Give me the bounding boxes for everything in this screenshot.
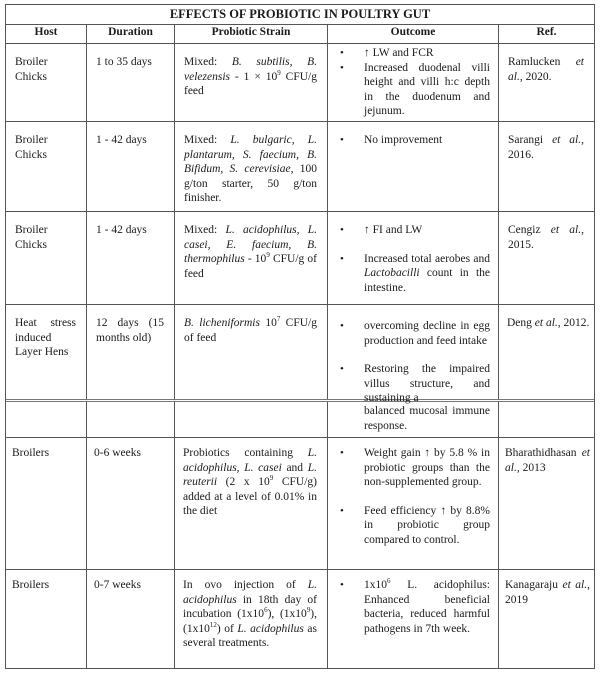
header-duration: Duration (87, 25, 175, 43)
host-cell: Broiler Chicks (6, 212, 87, 304)
ref-etal: et al. (505, 447, 590, 474)
strain-text: - 10 (244, 253, 267, 265)
strain-cell (175, 44, 328, 121)
strain-exponent: 7 (276, 315, 281, 323)
strain-exponent: 9 (277, 68, 281, 77)
strain-species: L. acidophilus, L. casei, E. faecium, B. thermophilus (184, 224, 317, 265)
outcome-item: • ↑ LW and FCR (336, 46, 490, 61)
ref-cell (499, 122, 594, 211)
strain-cell (175, 122, 328, 211)
outcome-item: • Increased duodenal villi height and villi h:c depth in the duodenum and jejunum. (336, 61, 490, 119)
outcome-item: • No improvement (336, 133, 490, 148)
probiotic-effects-table (5, 4, 595, 669)
outcome-cell (328, 44, 499, 121)
strain-cell (175, 438, 328, 569)
strain-text: 10 (259, 317, 277, 329)
duration-cell: 1 to 35 days (87, 44, 175, 121)
strain-text: CFU/g of feed (184, 253, 317, 280)
outcome-continuation: balanced mucosal immune response. (328, 402, 499, 437)
outcome-cell (328, 212, 499, 304)
ref-year: , 2015. (508, 224, 585, 251)
table-row (6, 438, 594, 570)
outcome-item: • Weight gain ↑ by 5.8 % in probiotic groups than the non-supplemented group. (336, 446, 490, 490)
strain-cell (175, 212, 328, 304)
ref-cell (499, 570, 594, 668)
strain-species: L. acidophilus, L. casei (183, 447, 317, 474)
outcome-item: • ↑ FI and LW (336, 223, 490, 238)
ref-year: , 2016. (508, 134, 584, 161)
strain-text: CFU/g) added at a level of 0.01% in the diet (183, 476, 317, 517)
duration-cell: 12 days (15 months old) (87, 305, 175, 399)
ref-author: Sarangi (508, 134, 553, 146)
strain-species: B. subtilis, B. velezensis (184, 56, 317, 83)
ref-cell (499, 305, 594, 399)
strain-text: as several treatments. (183, 622, 317, 649)
outcome-cell (328, 570, 499, 668)
strain-text: ) of (216, 622, 238, 635)
duration-cell: 1 - 42 days (87, 212, 175, 304)
host-cell: Broilers (6, 438, 87, 569)
header-host: Host (6, 25, 87, 43)
outcome-item: • Restoring the impaired villus structure, and sustaining a (336, 362, 490, 406)
duration-cell: 0-6 weeks (87, 438, 175, 569)
outcome-cell (328, 438, 499, 569)
strain-exponent: 12 (209, 620, 217, 629)
host-cell: Broilers (6, 570, 87, 668)
outcome-item (336, 252, 490, 296)
strain-text: Mixed: (184, 224, 226, 236)
table-row-continuation (6, 402, 594, 438)
ref-author: Bharathidhasan (505, 447, 582, 459)
outcome-text: L. acidophilus: Enhanced beneficial bacteria, reduced harmful pathogens in 7th week. (364, 579, 490, 635)
strain-species: L. reuterii (183, 461, 317, 488)
ref-etal: et al. (552, 134, 582, 146)
ref-author: Ramlucken (508, 56, 576, 68)
header-ref: Ref. (536, 26, 557, 38)
strain-text: Mixed: (184, 56, 232, 68)
header-probiotic-strain: Probiotic Strain (175, 25, 328, 43)
strain-text: Mixed: (184, 134, 231, 146)
strain-text: CFU/g feed (184, 70, 317, 97)
outcome-cell (328, 305, 499, 404)
outcome-item: • Feed efficiency ↑ by 8.8% in probiotic group compared to control. (336, 504, 490, 548)
outcome-item (336, 578, 490, 636)
ref-etal: et al. (508, 56, 584, 83)
strain-text: (2 x 10 (217, 476, 270, 488)
outcome-text: Increased total aerobes and (364, 252, 490, 265)
duration-cell: 1 - 42 days (87, 122, 175, 211)
strain-species: L. bulgaric, L. plantarum, S. faecium, B. Bifidum, S. cerevisiae, (184, 134, 317, 175)
outcome-item: • overcoming decline in egg production and feed intake (336, 319, 490, 348)
strain-species: L. acidophilus (237, 622, 304, 635)
ref-etal: et al. (550, 224, 582, 236)
strain-text: in 18th day of incubation (1x10 (183, 593, 317, 620)
strain-cell (175, 570, 328, 668)
strain-text: ), (1x10 (183, 608, 317, 635)
ref-year: , 2012. (557, 317, 590, 329)
ref-etal: et al. (534, 317, 558, 329)
ref-author: Kanagaraju (505, 579, 563, 591)
strain-text: - 1 × 10 (229, 70, 278, 83)
duration-cell-empty (87, 402, 175, 437)
table-row (6, 122, 594, 212)
ref-year: , 2019 (505, 579, 590, 606)
outcome-species: Lactobacilli (364, 267, 420, 279)
outcome-text: count in the intestine. (364, 267, 491, 294)
table-row (6, 44, 594, 122)
host-cell: Heat stress induced Layer Hens (6, 305, 87, 399)
table-row (6, 570, 594, 668)
ref-cell (499, 212, 594, 304)
host-cell-empty (6, 402, 87, 437)
strain-exponent: 9 (266, 251, 270, 259)
strain-text: ), (1x10 (267, 608, 307, 620)
ref-author: Cengiz (508, 224, 551, 236)
strain-text: In ovo injection of (183, 579, 308, 591)
outcome-exponent: 6 (387, 577, 391, 585)
strain-text: 100 g/ton starter, 50 g/ton finisher. (184, 163, 318, 204)
strain-cell-empty (175, 402, 328, 437)
strain-cell (175, 305, 328, 399)
ref-cell (499, 44, 594, 121)
header-row (6, 25, 594, 44)
ref-cell-empty (499, 402, 594, 437)
host-cell: Broiler Chicks (6, 44, 87, 121)
strain-exponent: 6 (264, 606, 268, 614)
header-outcome: Outcome (328, 25, 499, 43)
host-cell: Broiler Chicks (6, 122, 87, 211)
duration-cell: 0-7 weeks (87, 570, 175, 668)
strain-text: CFU/g of feed (184, 317, 317, 344)
strain-text: and (281, 461, 308, 474)
outcome-cell (328, 122, 499, 211)
strain-exponent: 9 (269, 474, 274, 482)
outcome-text: 1x10 (364, 579, 387, 591)
strain-species: L. acidophilus (183, 579, 317, 606)
strain-text: Probiotics containing (183, 447, 308, 459)
strain-species: B. licheniformis (184, 317, 260, 329)
table-title: EFFECTS OF PROBIOTIC IN POULTRY GUT (6, 5, 594, 25)
ref-year: , 2020. (519, 70, 552, 83)
table-row (6, 305, 594, 402)
ref-year: , 2013 (516, 461, 546, 474)
ref-cell (499, 438, 594, 569)
table-row (6, 212, 594, 305)
ref-etal: et al. (562, 579, 588, 591)
strain-exponent: 9 (306, 606, 311, 614)
ref-author: Deng (507, 317, 535, 329)
